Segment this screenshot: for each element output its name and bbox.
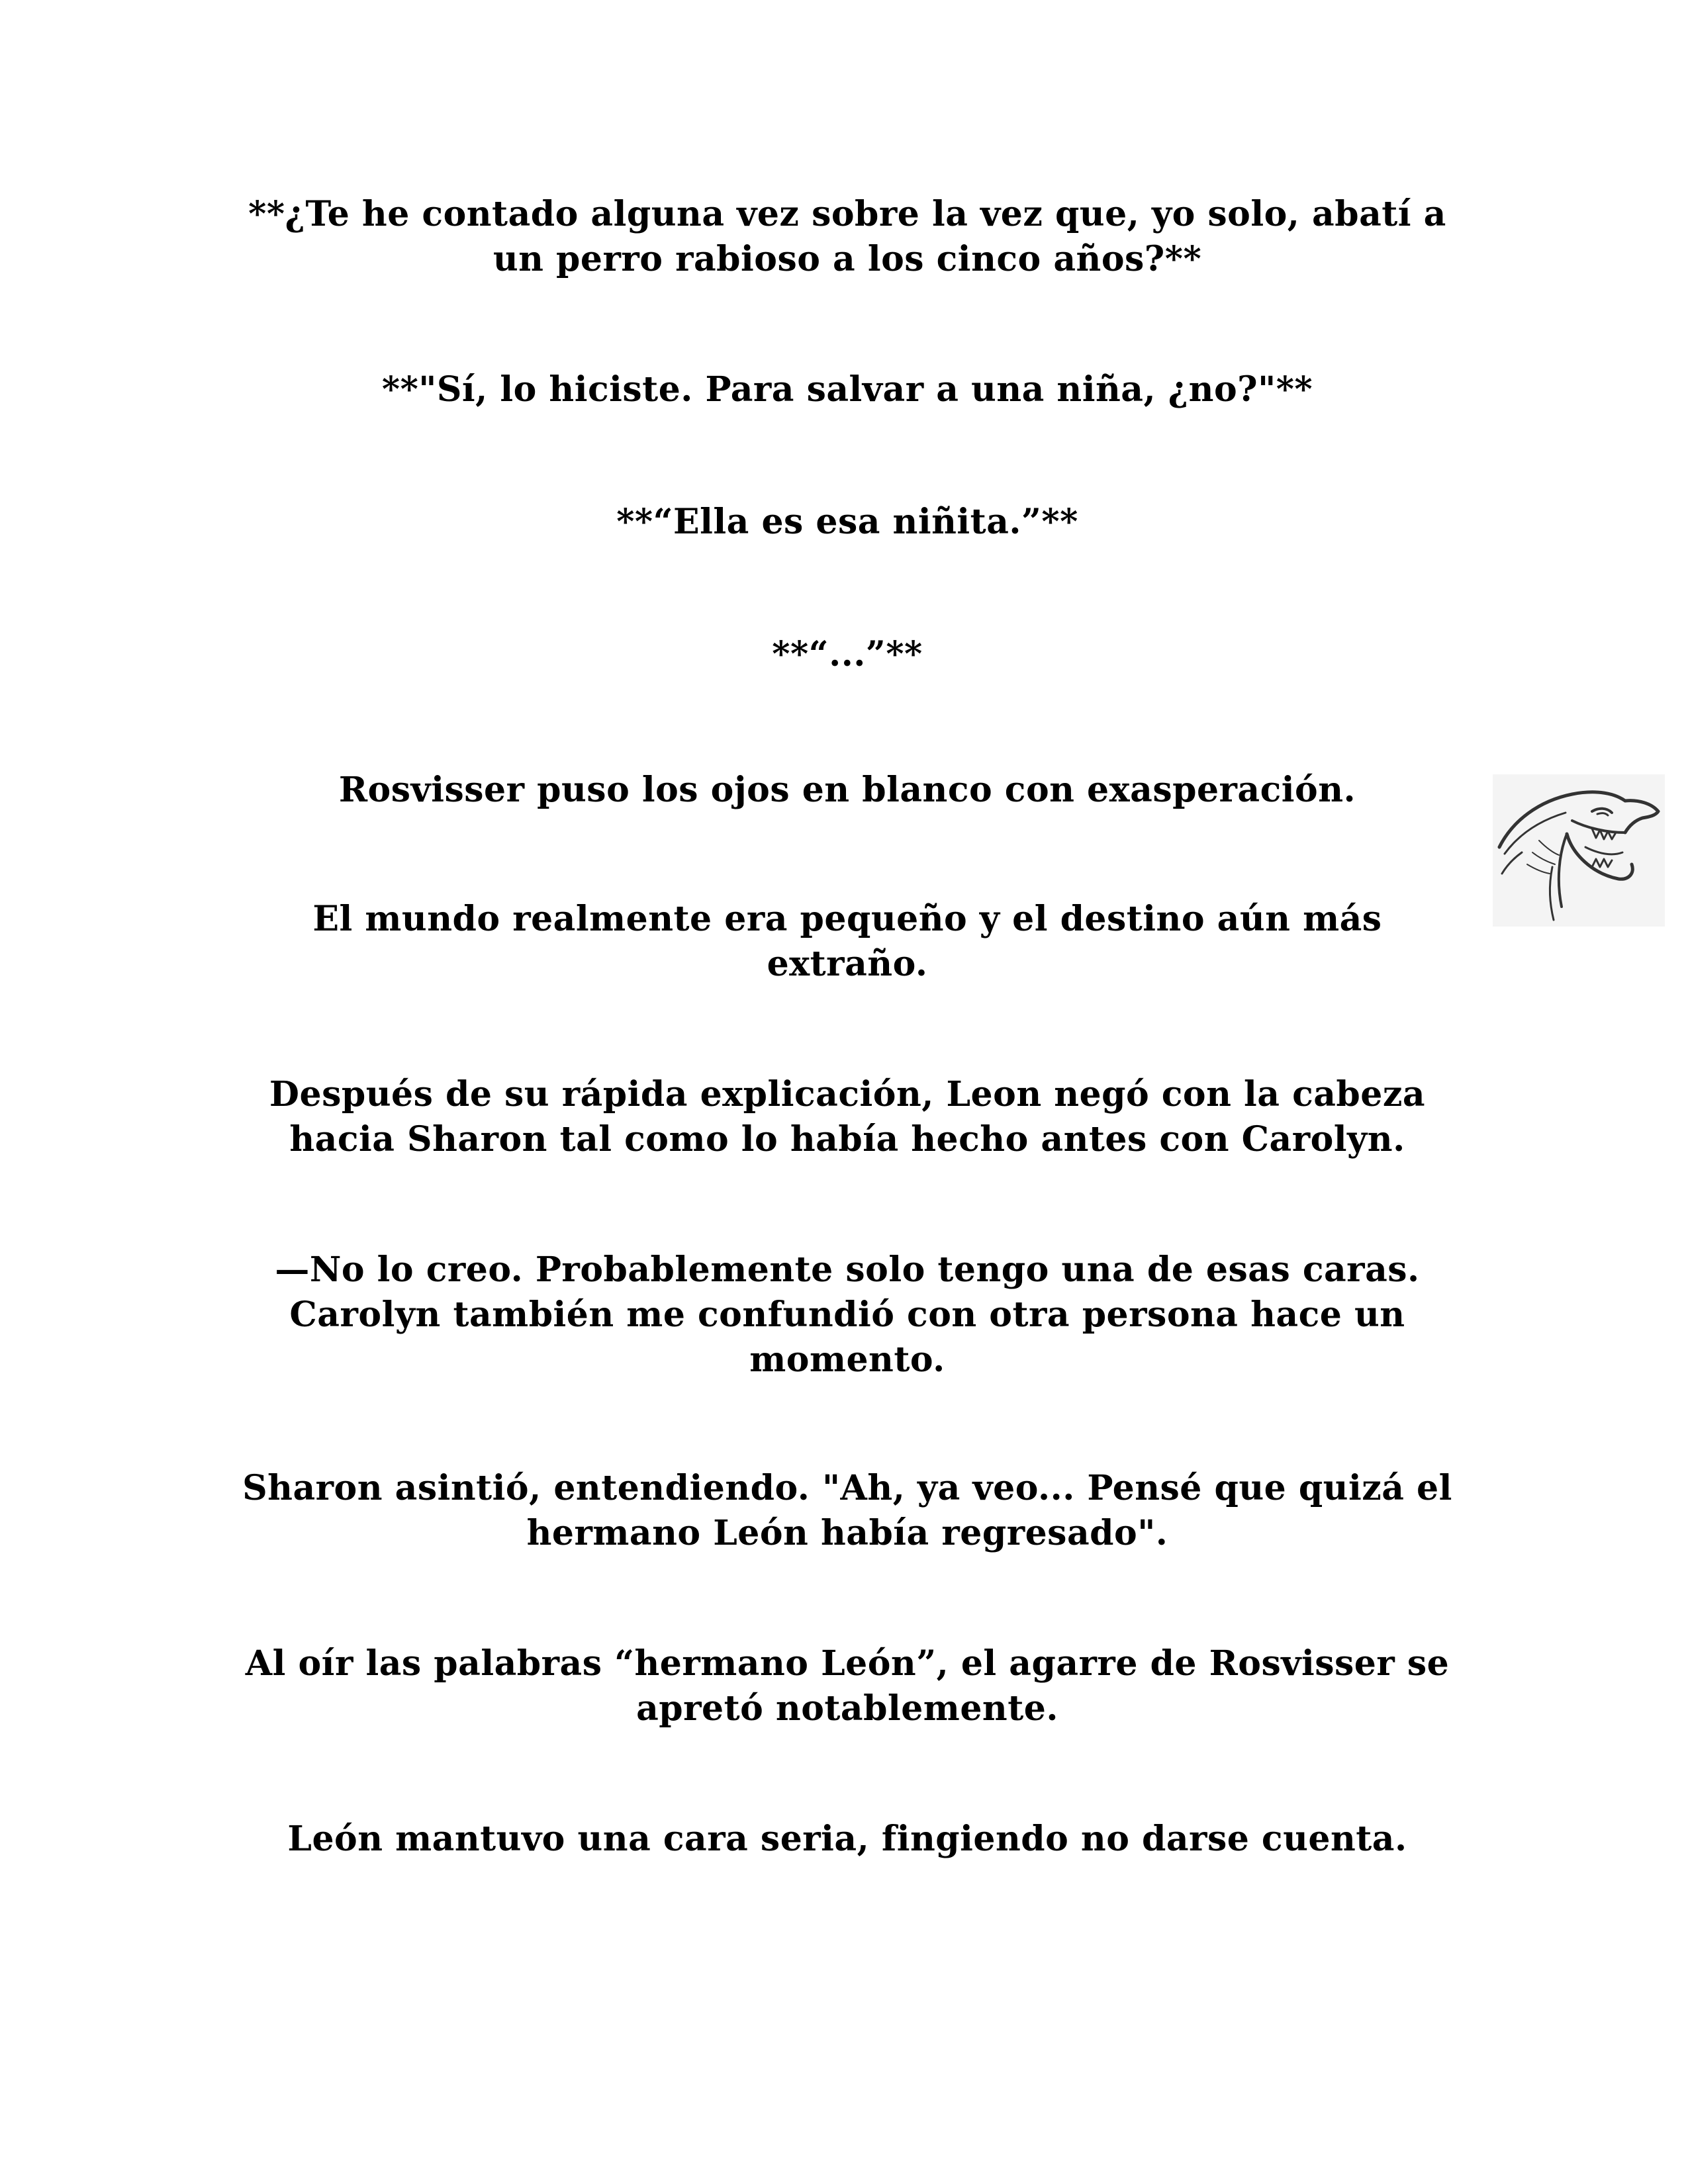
paragraph-9: Sharon asintió, entendiendo. "Ah, ya veo... Pensé que quizá el hermano León había regresado". <box>242 1468 1452 1553</box>
paragraph-6: El mundo realmente era pequeño y el destino aún más extraño. <box>312 899 1382 984</box>
paragraph-2: **"Sí, lo hiciste. Para salvar a una niña, ¿no?"** <box>381 369 1313 410</box>
paragraph-11: León mantuvo una cara seria, fingiendo no darse cuenta. <box>287 1819 1407 1859</box>
paragraph-3: **“Ella es esa niñita.”** <box>616 502 1078 542</box>
dragon-head-icon <box>1493 774 1665 927</box>
paragraph-4: **“...”** <box>772 634 923 674</box>
paragraph-8: —No lo creo. Probablemente solo tengo una de esas caras. Carolyn también me confundió con otra persona hace un momento. <box>275 1250 1420 1380</box>
paragraph-7: Después de su rápida explicación, Leon negó con la cabeza hacia Sharon tal como lo había hecho antes con Carolyn. <box>269 1074 1426 1160</box>
paragraph-10: Al oír las palabras “hermano León”, el agarre de Rosvisser se apretó notablemente. <box>245 1643 1450 1729</box>
paragraph-1: **¿Te he contado alguna vez sobre la vez que, yo solo, abatí a un perro rabioso a los cinco años?** <box>248 194 1446 279</box>
paragraph-5: Rosvisser puso los ojos en blanco con exasperación. <box>338 770 1356 810</box>
